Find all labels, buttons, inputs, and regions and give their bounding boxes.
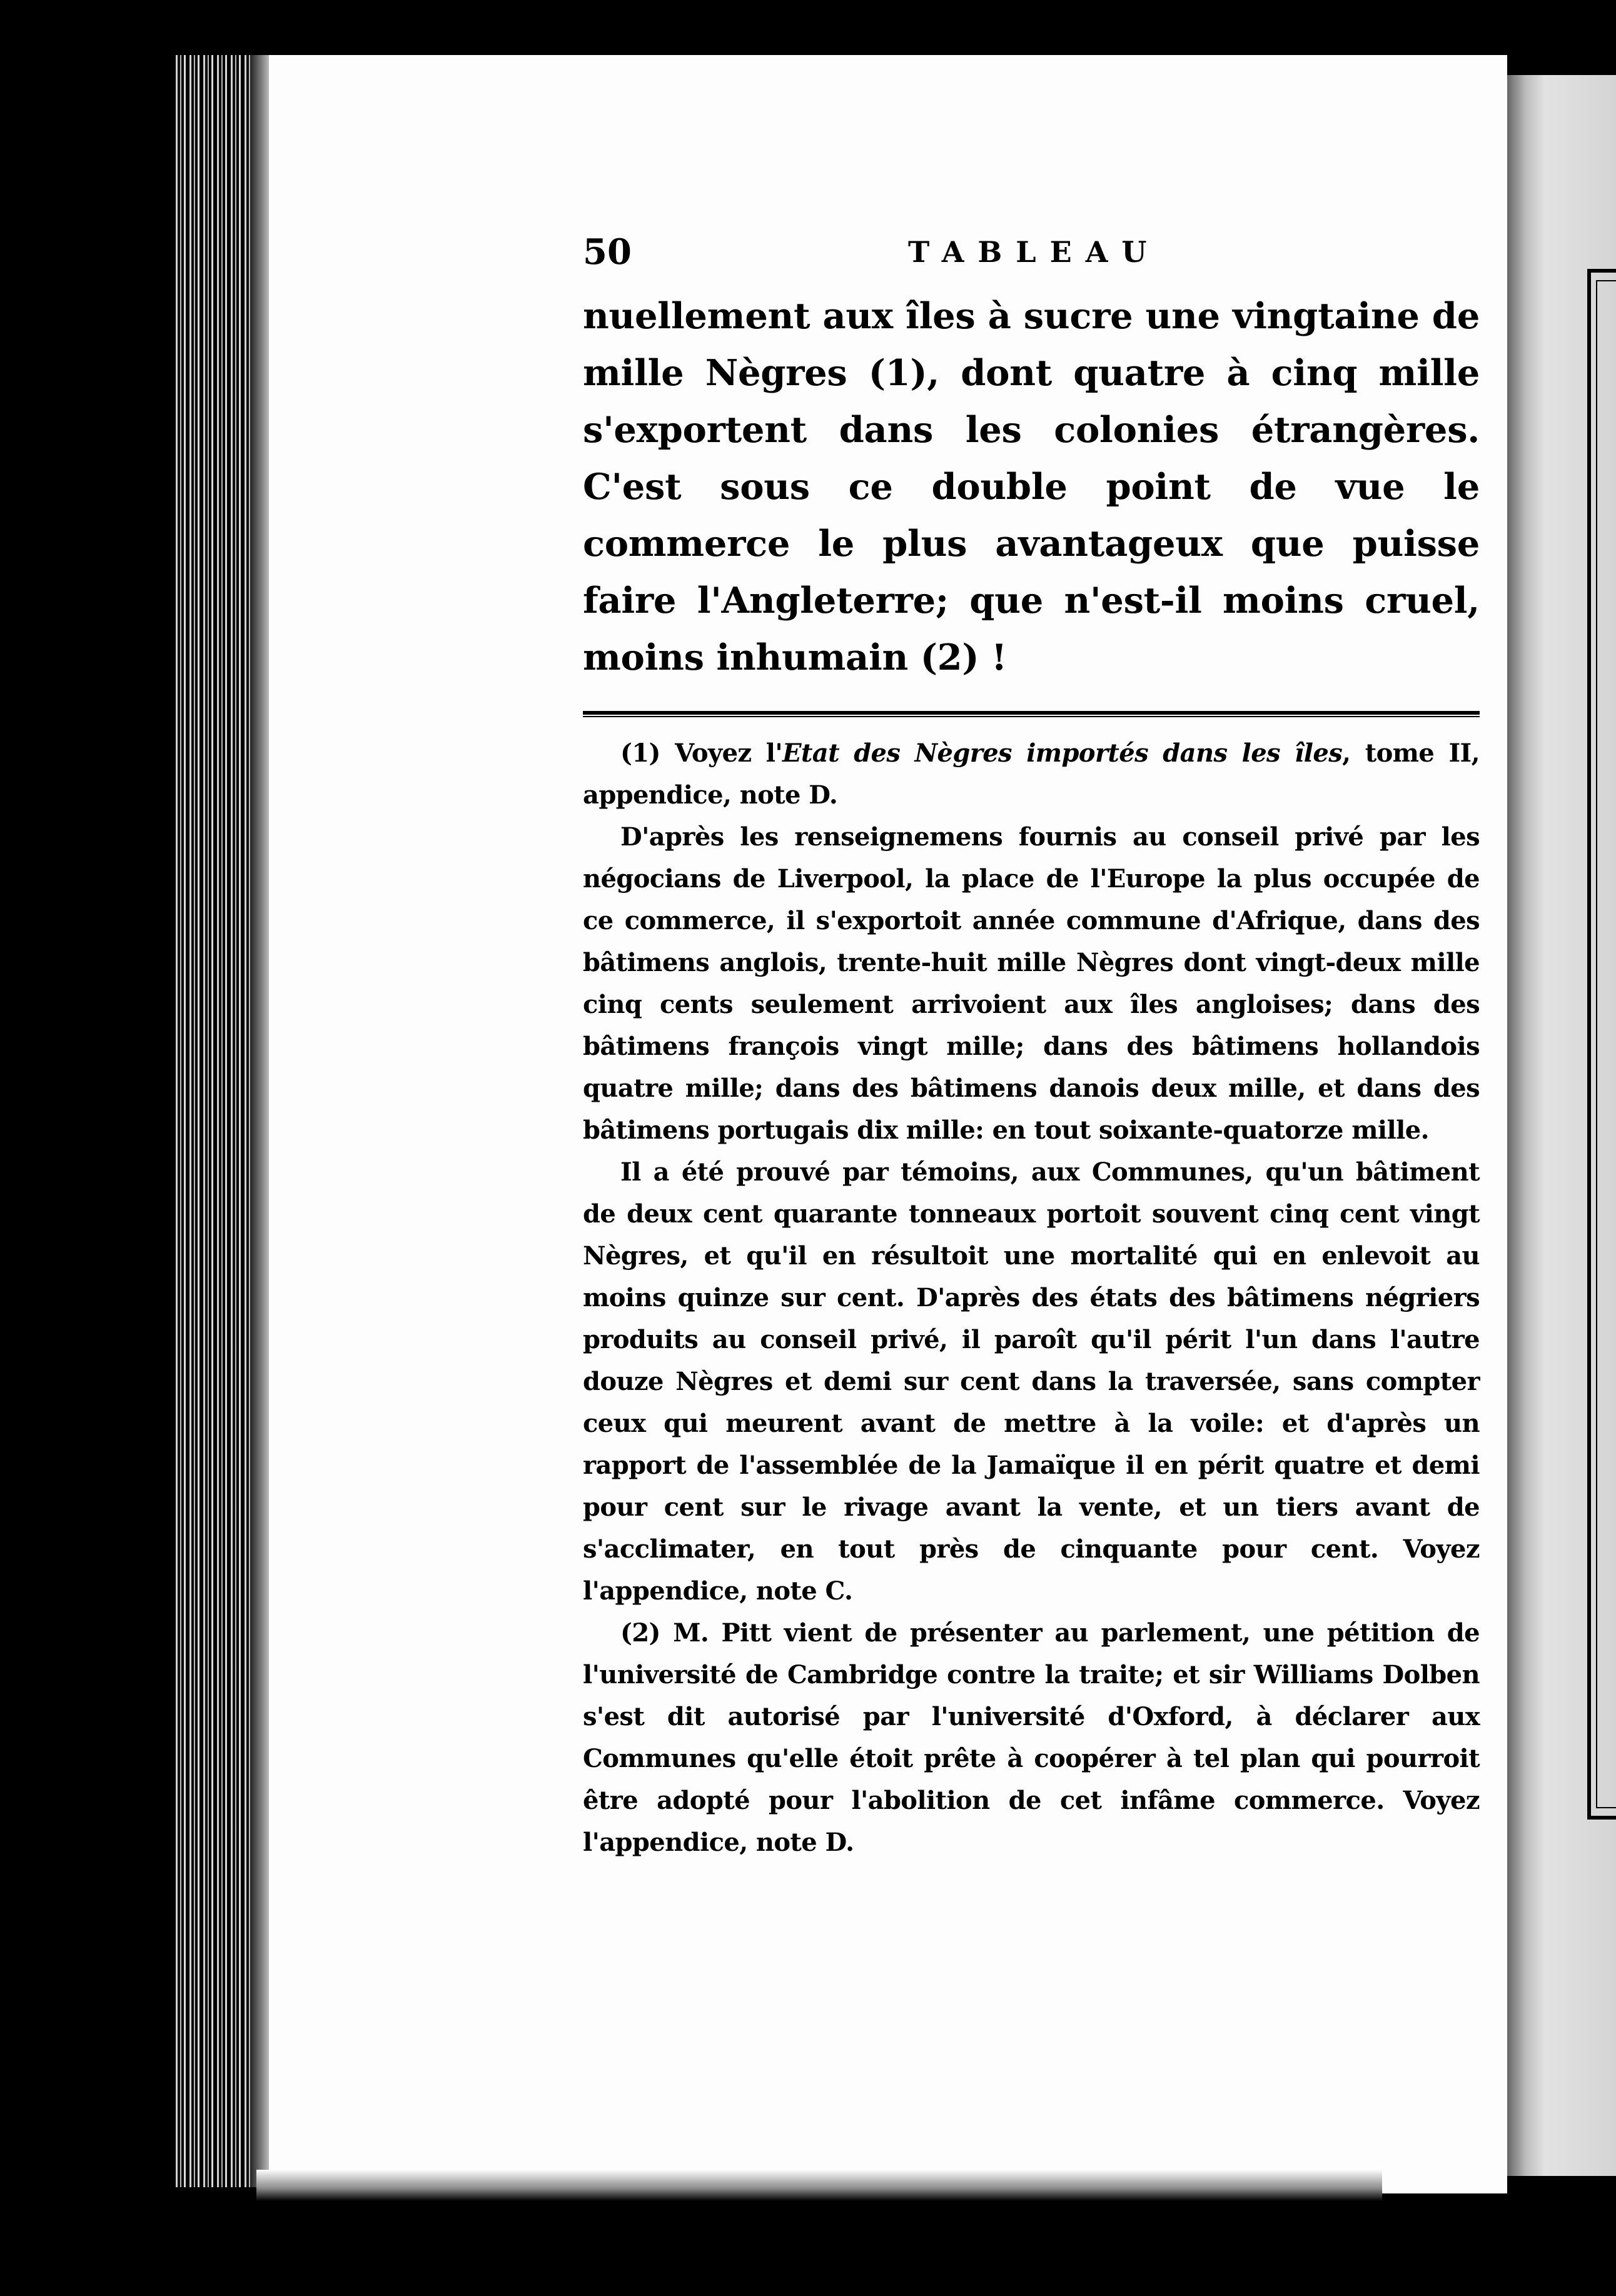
footnote-rule <box>583 711 1480 715</box>
footnote-1-title: Etat des Nègres importés dans les îles <box>782 738 1343 768</box>
text-column <box>583 231 1480 1863</box>
footnote-1 <box>583 732 1480 816</box>
running-title: TABLEAU <box>908 235 1161 269</box>
footnote-1-paragraph-3: Il a été prouvé par témoins, aux Communes, qu'un bâtiment de deux cent quarante tonneaux portoit souvent cinq cent vingt Nègres, et qu'il en résultoit une mortalité qui en enlevoit au moins quinze sur cent. D'après des états des bâtimens négriers produits au conseil privé, il paroît qu'il périt l'un dans l'autre douze Nègres et demi sur cent dans la traversée, sans compter ceux qui meurent avant de mettre à la voile: et d'après un rapport de l'assemblée de la Jamaïque il en périt quatre et demi pour cent sur le rivage avant la vente, et un tiers avant de s'acclimater, en tout près de cinquante pour cent. Voyez l'appendice, note C. <box>583 1157 1480 1606</box>
body-paragraph: nuellement aux îles à sucre une vingtaine de mille Nègres (1), dont quatre à cinq mille s'exportent dans les colonies étrangères. C'est sous ce double point de vue le commerce le plus avantageux que puisse faire l'Angleterre; que n'est-il moins cruel, moins inhumain (2) ! <box>583 295 1480 678</box>
page-number: 50 <box>583 231 632 273</box>
page-bottom-shadow <box>256 2170 1382 2201</box>
adjacent-page-frame-inner <box>1596 280 1616 1808</box>
footnote-1-rest: , tome II, appendice, note D. <box>583 738 1480 810</box>
footnote-1-lead: (1) Voyez l' <box>620 738 783 768</box>
page-binding-edge <box>172 55 260 2187</box>
binding-shadow <box>250 55 269 2187</box>
footnote-2: (2) M. Pitt vient de présenter au parlement, une pétition de l'université de Cambridge contre la traite; et sir Williams Dolben s'est dit autorisé par l'université d'Oxford, à déclarer aux Communes qu'elle étoit prête à coopérer à tel plan qui pourroit être adopté pour l'abolition de cet infâme commerce. Voyez l'appendice, note D. <box>583 1618 1480 1857</box>
running-head <box>583 231 1480 288</box>
footnote-1-paragraph-2: D'après les renseignemens fournis au conseil privé par les négocians de Liverpool, la place de l'Europe la plus occupée de ce commerce, il s'exportoit année commune d'Afrique, dans des bâtimens anglois, trente-huit mille Nègres dont vingt-deux mille cinq cents seulement arrivoient aux îles angloises; dans des bâtimens françois vingt mille; dans des bâtimens hollandois quatre mille; dans des bâtimens danois deux mille, et dans des bâtimens portugais dix mille: en tout soixante-quatorze mille. <box>583 822 1480 1145</box>
footnotes <box>583 732 1480 1863</box>
footnote-rule-thin <box>583 716 1480 717</box>
